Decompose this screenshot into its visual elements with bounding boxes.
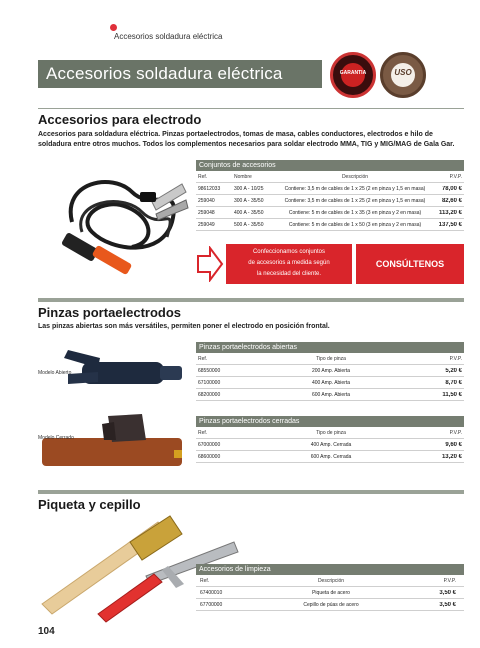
table-header-row	[196, 575, 464, 587]
uso-seal-text: USO	[394, 68, 412, 77]
cell-ref: 68200000	[198, 391, 221, 398]
page-number: 104	[38, 626, 55, 637]
cell-tipo: 200 Amp. Abierta	[311, 367, 351, 374]
table-title: Accesorios de limpieza	[196, 564, 464, 575]
section-description: Las pinzas abiertas son más versátiles, permiten poner el electrodo en posición frontal.	[38, 323, 330, 330]
breadcrumb-dot-icon	[110, 24, 117, 31]
breadcrumb: Accesorios soldadura eléctrica	[114, 32, 223, 41]
cell-ref: 98612033	[198, 185, 221, 192]
col-descripcion: Descripción	[341, 173, 369, 180]
cell-tipo: 400 Amp. Abierta	[311, 379, 351, 386]
cell-price: 3,50 €	[439, 601, 456, 608]
table-row	[196, 377, 464, 389]
section-title-pinzas: Pinzas portaelectrodos	[38, 305, 182, 320]
cell-descripcion: Piqueta de acero	[312, 589, 350, 596]
cell-tipo: 600 Amp. Abierta	[311, 391, 351, 398]
section-divider	[38, 298, 464, 302]
col-ref: Ref.	[198, 173, 208, 180]
cell-ref: 259048	[198, 209, 215, 216]
table-title: Pinzas portaelectrodos abiertas	[196, 342, 464, 353]
cell-ref: 67400010	[200, 589, 223, 596]
col-nombre: Nombre	[234, 173, 252, 180]
uso-profesional-seal-icon	[380, 52, 426, 98]
col-descripcion: Descripción	[317, 577, 345, 584]
cell-nombre: 400 A - 35/50	[234, 209, 264, 216]
cta-line: la necesidad del cliente.	[256, 271, 322, 277]
col-pvp: P.V.P.	[443, 577, 456, 584]
consultenos-button[interactable]: CONSÚLTENOS	[356, 244, 464, 284]
cell-descripcion: Contiene: 3,5 m de cables de 1 x 25 (2 en pinza y 1,5 en masa)	[284, 197, 426, 204]
table-header-row	[196, 171, 464, 183]
cell-price: 78,00 €	[441, 185, 462, 192]
cell-price: 13,20 €	[441, 453, 462, 460]
cable-set-image	[52, 162, 192, 284]
cell-price: 3,50 €	[439, 589, 456, 596]
section-divider	[38, 108, 464, 109]
label-modelo-cerrado: Modelo Cerrado	[38, 435, 74, 441]
cell-ref: 259040	[198, 197, 215, 204]
label-modelo-abierto: Modelo Abierto	[38, 370, 72, 376]
garantia-seal-icon	[330, 52, 376, 98]
page-banner-title: Accesorios soldadura eléctrica	[38, 60, 322, 88]
col-pvp: P.V.P.	[449, 173, 462, 180]
pinzas-abiertas-table	[196, 342, 464, 401]
table-title: Pinzas portaelectrodos cerradas	[196, 416, 464, 427]
cell-ref: 67000000	[198, 441, 221, 448]
cell-ref: 68550000	[198, 367, 221, 374]
conjuntos-table	[196, 160, 464, 231]
cell-price: 9,60 €	[445, 441, 462, 448]
cell-descripcion: Contiene: 5 m de cables de 1 x 35 (3 en pinza y 2 en masa)	[288, 209, 422, 216]
table-row	[196, 389, 464, 401]
limpieza-table	[196, 564, 464, 611]
table-row	[196, 587, 464, 599]
cell-descripcion: Cepillo de púas de acero	[303, 601, 359, 608]
col-tipo: Tipo de pinza	[316, 355, 346, 362]
col-pvp: P.V.P.	[449, 429, 462, 436]
cta-line: Confeccionamos conjuntos	[252, 249, 326, 255]
col-ref: Ref.	[200, 577, 210, 584]
col-ref: Ref.	[198, 429, 208, 436]
table-row	[196, 207, 464, 219]
cta-line: de accesorios a medida según	[248, 260, 330, 266]
custom-sets-banner	[226, 244, 352, 284]
col-tipo: Tipo de pinza	[316, 429, 346, 436]
cell-descripcion: Contiene: 5 m de cables de 1 x 50 (3 en pinza y 2 en masa)	[288, 221, 422, 228]
cell-nombre: 300 A - 10/25	[234, 185, 264, 192]
section-title-accesorios: Accesorios para electrodo	[38, 112, 202, 127]
table-row	[196, 451, 464, 463]
table-row	[196, 195, 464, 207]
cell-price: 11,50 €	[442, 391, 462, 398]
cell-tipo: 400 Amp. Cerrada	[310, 441, 352, 448]
cell-price: 8,70 €	[445, 379, 462, 386]
cell-ref: 68600000	[198, 453, 221, 460]
cell-ref: 67100000	[198, 379, 221, 386]
section-description: Accesorios para soldadura eléctrica. Pinzas portaelectrodos, tomas de masa, cables conductores, electrodos e hilo de soldadura entre otros muchos. Todos los complementos necesarios para soldar electrodo MMA, TIG y MIG/MAG de Gala Gar.	[38, 131, 455, 148]
cell-descripcion: Contiene: 3,5 m de cables de 1 x 25 (2 en pinza y 1,5 en masa)	[284, 185, 426, 192]
col-ref: Ref.	[198, 355, 208, 362]
section-title-piqueta: Piqueta y cepillo	[38, 497, 141, 512]
cell-tipo: 600 Amp. Cerrada	[310, 453, 352, 460]
table-header-row	[196, 353, 464, 365]
cell-price: 82,60 €	[441, 197, 462, 204]
table-row	[196, 183, 464, 195]
cell-price: 5,20 €	[445, 367, 462, 374]
table-header-row	[196, 427, 464, 439]
section-divider	[38, 490, 464, 494]
cell-ref: 67700000	[200, 601, 223, 608]
cell-ref: 259049	[198, 221, 215, 228]
pinzas-cerradas-table	[196, 416, 464, 463]
cell-price: 137,50 €	[438, 221, 462, 228]
garantia-seal-text: GARANTIA	[339, 70, 367, 76]
col-pvp: P.V.P.	[449, 355, 462, 362]
cell-nombre: 500 A - 35/50	[234, 221, 264, 228]
table-title: Conjuntos de accesorios	[196, 160, 464, 171]
table-row	[196, 365, 464, 377]
cell-nombre: 300 A - 35/50	[234, 197, 264, 204]
table-row	[196, 439, 464, 451]
table-row	[196, 599, 464, 611]
arrow-right-icon	[196, 246, 224, 282]
cell-price: 113,20 €	[438, 209, 462, 216]
table-row	[196, 219, 464, 231]
